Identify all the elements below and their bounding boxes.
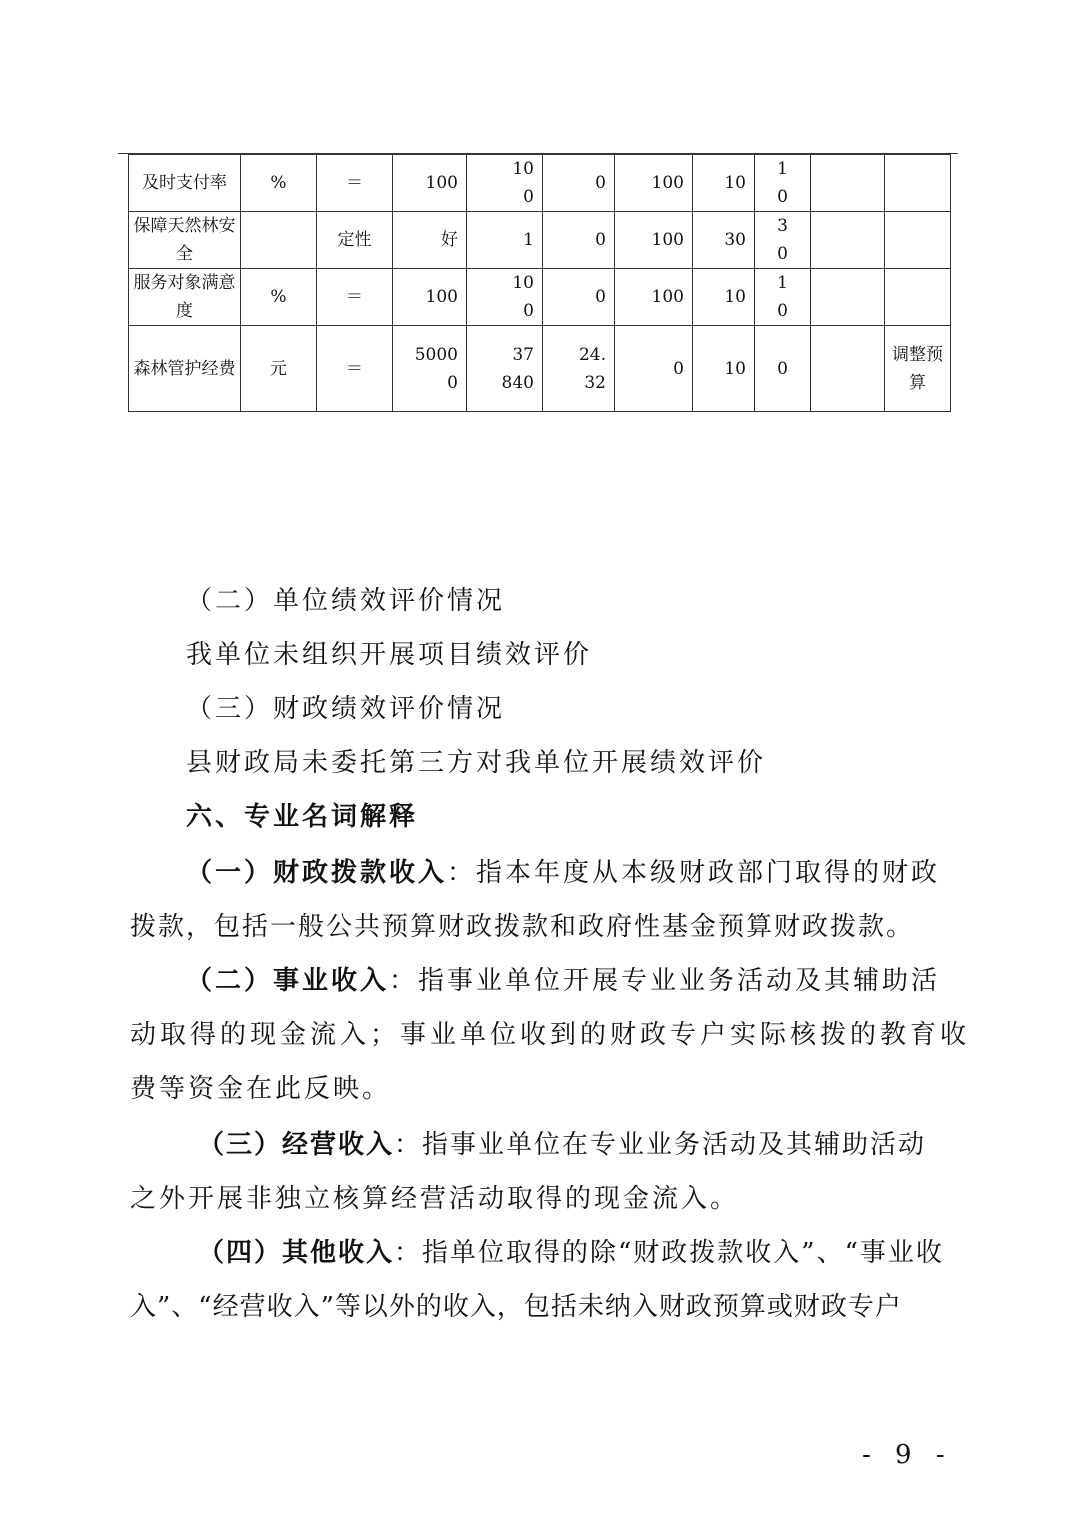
rate-cell: 100 (615, 212, 693, 269)
reason-cell (811, 212, 885, 269)
score-cell: 1 0 (755, 269, 811, 326)
weight-cell: 30 (693, 212, 755, 269)
term-business-income: （二）事业收入：指事业单位开展专业业务活动及其辅助活 (186, 966, 941, 996)
score-cell: 1 0 (755, 155, 811, 212)
term-other-income-cont: 入”、“经营收入”等以外的收入，包括未纳入财政预算或财政专户 (130, 1292, 902, 1322)
table-row (129, 155, 951, 212)
table-row (129, 326, 951, 412)
indicator-name: 保障天然林安全 (129, 212, 241, 269)
term-fiscal-appropriation: （一）财政拨款收入：指本年度从本级财政部门取得的财政 (186, 858, 941, 888)
table-row (129, 269, 951, 326)
text-finance-evaluation: 县财政局未委托第三方对我单位开展绩效评价 (186, 748, 767, 778)
term-business-income-cont2: 费等资金在此反映。 (130, 1074, 392, 1104)
indicator-name: 服务对象满意度 (129, 269, 241, 326)
weight-cell: 10 (693, 155, 755, 212)
indicator-name: 森林管护经费 (129, 326, 241, 412)
target-cell: 100 (393, 269, 467, 326)
target-cell: 5000 0 (393, 326, 467, 412)
term-operating-income: （三）经营收入：指事业单位在专业业务活动及其辅助活动 (198, 1130, 927, 1160)
remark-cell (885, 212, 951, 269)
actual-cell: 10 0 (467, 269, 543, 326)
operator-cell: 定性 (317, 212, 393, 269)
heading-unit-evaluation: （二）单位绩效评价情况 (186, 586, 506, 616)
rate-cell: 100 (615, 155, 693, 212)
target-cell: 100 (393, 155, 467, 212)
remark-cell (885, 155, 951, 212)
unit-cell: % (241, 155, 317, 212)
performance-indicator-table (128, 154, 951, 412)
term-operating-income-cont: 之外开展非独立核算经营活动取得的现金流入。 (130, 1184, 740, 1214)
score-cell: 3 0 (755, 212, 811, 269)
unit-cell (241, 212, 317, 269)
reason-cell (811, 269, 885, 326)
operator-cell: ＝ (317, 269, 393, 326)
term-other-income: （四）其他收入：指单位取得的除“财政拨款收入”、“事业收 (198, 1238, 944, 1268)
actual-cell: 1 (467, 212, 543, 269)
weight-cell: 10 (693, 269, 755, 326)
deviation-cell: 0 (543, 212, 615, 269)
section-heading-terms: 六、专业名词解释 (186, 802, 419, 832)
remark-cell (885, 269, 951, 326)
unit-cell: % (241, 269, 317, 326)
deviation-cell: 0 (543, 269, 615, 326)
text-unit-evaluation: 我单位未组织开展项目绩效评价 (186, 640, 593, 670)
score-cell: 0 (755, 326, 811, 412)
rate-cell: 0 (615, 326, 693, 412)
term-business-income-cont1: 动取得的现金流入；事业单位收到的财政专户实际核拨的教育收 (130, 1020, 971, 1050)
deviation-cell: 24. 32 (543, 326, 615, 412)
indicator-name: 及时支付率 (129, 155, 241, 212)
reason-cell (811, 326, 885, 412)
target-cell: 好 (393, 212, 467, 269)
actual-cell: 37 840 (467, 326, 543, 412)
actual-cell: 10 0 (467, 155, 543, 212)
operator-cell: ＝ (317, 326, 393, 412)
page-number: - 9 - (862, 1440, 953, 1470)
unit-cell: 元 (241, 326, 317, 412)
weight-cell: 10 (693, 326, 755, 412)
reason-cell (811, 155, 885, 212)
table-row (129, 212, 951, 269)
rate-cell: 100 (615, 269, 693, 326)
heading-finance-evaluation: （三）财政绩效评价情况 (186, 694, 506, 724)
remark-cell: 调整预算 (885, 326, 951, 412)
deviation-cell: 0 (543, 155, 615, 212)
term-fiscal-appropriation-cont: 拨款，包括一般公共预算财政拨款和政府性基金预算财政拨款。 (130, 912, 915, 942)
operator-cell: ＝ (317, 155, 393, 212)
